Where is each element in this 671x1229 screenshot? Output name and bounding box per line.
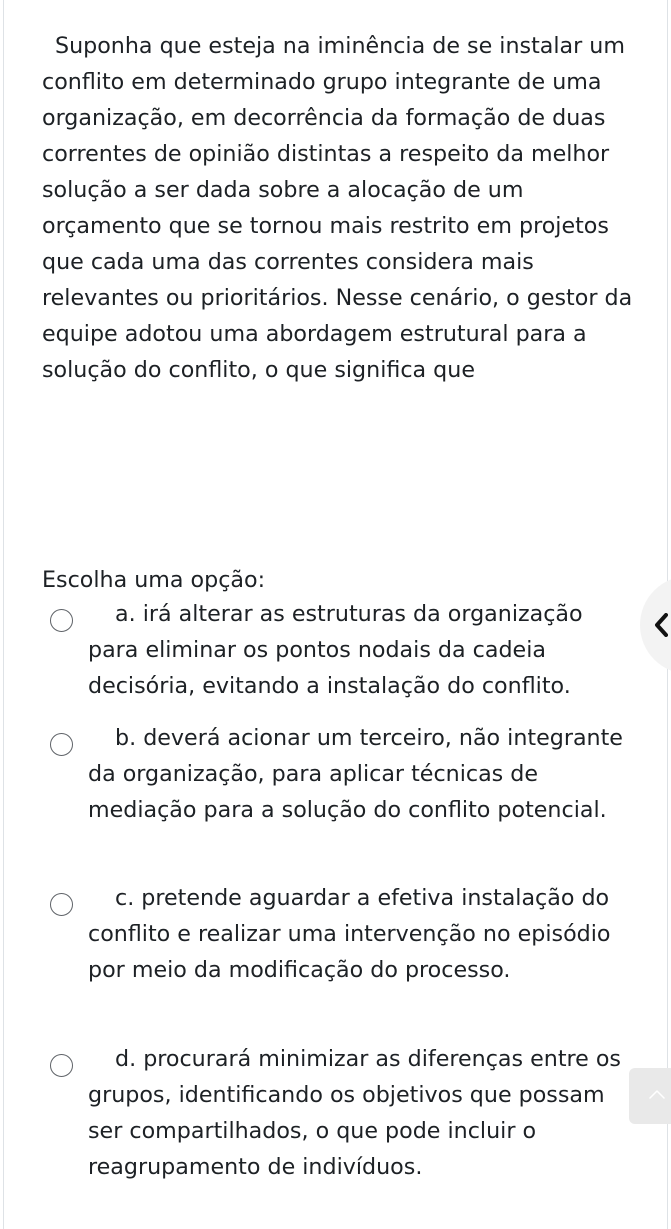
question-text: Suponha que esteja na iminência de se instalar um conflito em determinado grupo integrante de uma organização, em decorrência da formação de duas correntes de opinião distintas a respeito da melhor solução a ser dada sobre a alocação de um orçamento que se tornou mais restrito em projetos que cada uma das correntes considera mais relevantes ou prioritários. Nesse cenário, o gestor da equipe adotou uma abordagem estrutural para a solução do conflito, o que significa que xyxy=(42,33,633,383)
answer-prompt: Escolha uma opção: xyxy=(42,567,266,593)
option-d-label[interactable]: d. procurará minimizar as diferenças entre os grupos, identificando os objetivos que possam ser compartilhados, o que pode incluir o reagrupamento de indivíduos. xyxy=(88,1046,621,1180)
option-c-radio[interactable] xyxy=(50,893,73,916)
option-c-label[interactable]: c. pretende aguardar a efetiva instalação do conflito e realizar uma intervenção no episódio por meio da modificação do processo. xyxy=(88,885,611,983)
option-d-radio[interactable] xyxy=(50,1054,73,1077)
option-b-radio[interactable] xyxy=(50,733,73,756)
option-a-radio[interactable] xyxy=(50,609,73,632)
back-to-top-button[interactable] xyxy=(629,1068,671,1124)
option-b-label[interactable]: b. deverá acionar um terceiro, não integrante da organização, para aplicar técnicas de mediação para a solução do conflito potencial. xyxy=(88,725,623,823)
question-card xyxy=(3,0,668,1229)
option-a-label[interactable]: a. irá alterar as estruturas da organização para eliminar os pontos nodais da cadeia decisória, evitando a instalação do conflito. xyxy=(88,601,583,699)
